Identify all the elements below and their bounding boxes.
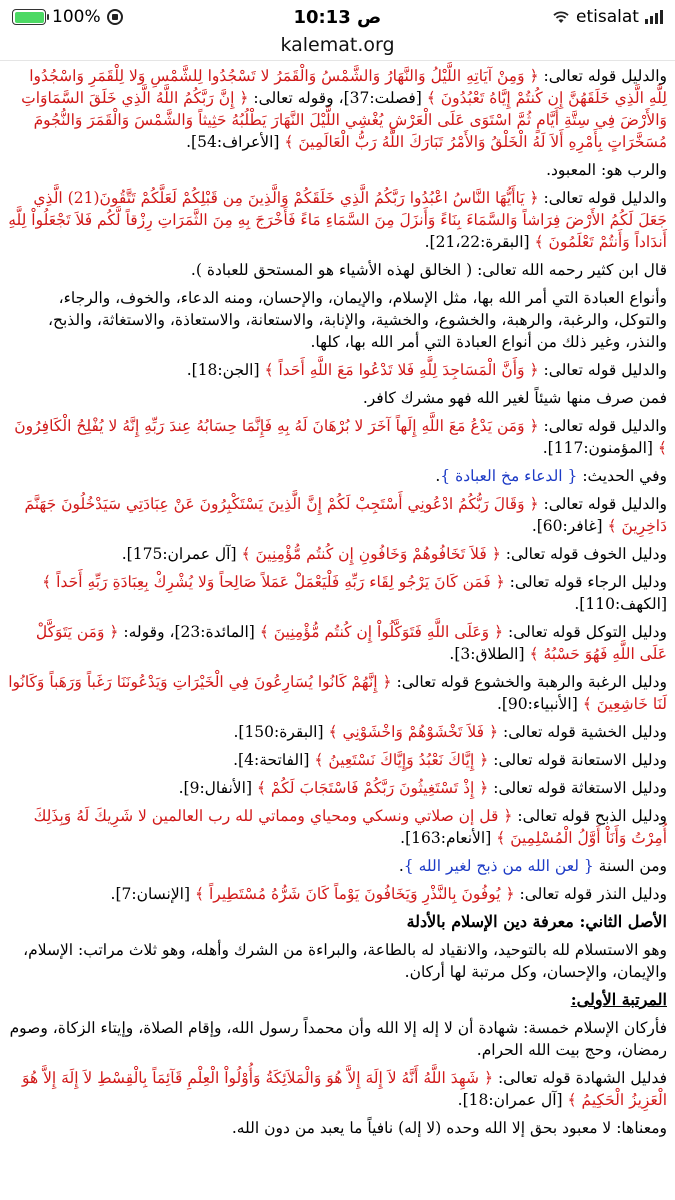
section-heading: الأصل الثاني: معرفة دين الإسلام بالأدلة xyxy=(406,912,667,931)
battery-icon xyxy=(12,9,46,25)
article-paragraph xyxy=(8,883,667,905)
article-paragraph xyxy=(8,805,667,849)
paragraph-text: . xyxy=(435,467,441,485)
paragraph-text: [فصلت:37]، وقوله تعالى: xyxy=(248,89,427,107)
paragraph-text: والدليل قوله تعالى: xyxy=(538,417,667,435)
paragraph-text: [الجن:18]. xyxy=(186,361,265,379)
paragraph-text: ودليل التوكل قوله تعالى: xyxy=(503,623,667,641)
paragraph-text: والدليل قوله تعالى: xyxy=(538,495,667,513)
paragraph-text: والدليل قوله تعالى: xyxy=(538,189,667,207)
paragraph-text: ودليل الخشية قوله تعالى: xyxy=(498,723,667,741)
paragraph-text: [الكهف:110]. xyxy=(574,595,667,613)
signal-strength-icon xyxy=(645,10,663,24)
paragraph-text: فأركان الإسلام خمسة: شهادة أن لا إله إلا الله وأن محمداً رسول الله، وإقام الصلاة، وإيتاء الزكاة، وصوم رمضان، وحج بيت الله الحرام. xyxy=(9,1019,667,1059)
article-paragraph xyxy=(8,939,667,983)
article-paragraph xyxy=(8,159,667,181)
article-paragraph xyxy=(8,671,667,715)
paragraph-text: [آل عمران:18]. xyxy=(457,1091,568,1109)
quran-verse: ﴿ وَمَن يَتَوَكَّلْ عَلَى اللَّهِ فَهُوَ حَسْبُهُ ﴾ xyxy=(35,623,667,663)
paragraph-text: قال ابن كثير رحمه الله تعالى: ( الخالق لهذه الأشياء هو المستحق للعبادة ). xyxy=(190,261,667,279)
paragraph-text: [الأنفال:9]. xyxy=(178,779,257,797)
article-paragraph xyxy=(8,1117,667,1139)
paragraph-text: وفي الحديث: xyxy=(577,467,667,485)
paragraph-text: ومعناها: لا معبود بحق إلا الله وحده (لا إله) نافياً ما يعبد من دون الله. xyxy=(231,1119,667,1137)
quran-verse: ﴿ قل إن صلاتي ونسكي ومحياي ومماتي لله رب العالمين لا شَرِيكَ لَهُ وَبِذَلِكَ أُمِرْتُ وَأَنَاْ أَوَّلُ الْمُسْلِمِينَ ﴾ xyxy=(33,807,667,847)
paragraph-text: ودليل الرغبة والرهبة والخشوع قوله تعالى: xyxy=(391,673,667,691)
paragraph-text: والرب هو: المعبود. xyxy=(546,161,667,179)
paragraph-text: [المؤمنون:117]. xyxy=(542,439,658,457)
rotation-lock-icon xyxy=(107,9,123,25)
quran-verse: ﴿ يَاأَيُّهَا النَّاسُ اعْبُدُوا رَبَّكُمُ الَّذِي خَلَقَكُمْ وَالَّذِينَ مِن قَبْلِكُمْ لَعَلَّكُمْ تَتَّقُونَ(21) الَّذِي جَعَلَ لَكُمُ الأَرْضَ فِرَاشاً وَالسَّمَاءَ بِنَاءً وَأَنزَلَ مِنَ السَّمَاءِ مَاءً فَأَخْرَجَ بِهِ مِنَ الثَّمَرَاتِ رِزْقاً لَّكُم فَلاَ تَجْعَلُواْ لِلَّهِ أَندَاداً وَأَنتُمْ تَعْلَمُونَ ﴾ xyxy=(8,189,667,251)
paragraph-text: [البقرة:150]. xyxy=(233,723,329,741)
paragraph-text: [الأعراف:54]. xyxy=(186,133,285,151)
paragraph-text: [المائدة:23]، وقوله: xyxy=(118,623,260,641)
paragraph-text: [غافر:60]. xyxy=(531,517,608,535)
quran-verse: ﴿ إِذْ تَسْتَغِيثُونَ رَبَّكُمْ فَاسْتَجَابَ لَكُمْ ﴾ xyxy=(256,779,489,797)
wifi-icon xyxy=(552,10,570,24)
article-paragraph xyxy=(8,387,667,409)
article-paragraph xyxy=(8,415,667,459)
paragraph-text: [الأنبياء:90]. xyxy=(496,695,583,713)
hadith-text: { لعن الله من ذبح لغير الله } xyxy=(403,857,594,875)
article-paragraph xyxy=(8,571,667,615)
quran-verse: ﴿ إِنَّ رَبَّكُمُ اللَّهُ الَّذِي خَلَقَ السَّمَاوَاتِ وَالأَرْضَ فِي سِتَّةِ أَيَّامٍ ثُمَّ اسْتَوَى عَلَى الْعَرْشِ يُغْشِي اللَّيْلَ النَّهَارَ يَطْلُبُهُ حَثِيثاً وَالشَّمْسَ وَالْقَمَرَ وَالنُّجُومَ مُسَخَّرَاتٍ بِأَمْرِهِ أَلاَ لَهُ الْخَلْقُ وَالأَمْرُ تَبَارَكَ اللَّهُ رَبُّ الْعَالَمِينَ ﴾ xyxy=(21,89,667,151)
quran-verse: ﴿ وَمَن يَدْعُ مَعَ اللَّهِ إِلَهاً آخَرَ لا بُرْهَانَ لَهُ بِهِ فَإِنَّمَا حِسَابُهُ عِندَ رَبِّهِ إِنَّهُ لا يُفْلِحُ الْكَافِرُونَ ﴾ xyxy=(14,417,667,457)
address-bar[interactable]: kalemat.org xyxy=(0,34,675,61)
article-paragraph xyxy=(8,465,667,487)
paragraph-text: وأنواع العبادة التي أمر الله بها، مثل الإسلام، والإيمان، والإحسان، ومنه الدعاء، والخوف، والرجاء، والتوكل، والرغبة، والرهبة، والخشوع، والخشية، والإنابة، والاستعانة، والاستعاذة، والاستغاثة، والذبح، والنذر، وغير ذلك من أنواع العبادة التي أمر الله بها، كلها. xyxy=(47,289,667,351)
status-right xyxy=(552,7,663,27)
article-paragraph xyxy=(8,543,667,565)
paragraph-text: ومن السنة xyxy=(593,857,667,875)
paragraph-text: [الإنسان:7]. xyxy=(110,885,195,903)
article-paragraph xyxy=(8,359,667,381)
paragraph-text: ودليل الذبح قوله تعالى: xyxy=(512,807,667,825)
article-paragraph xyxy=(8,287,667,353)
status-bar xyxy=(0,0,675,34)
quran-verse: ﴿ وَأَنَّ الْمَسَاجِدَ لِلَّهِ فَلا تَدْعُوا مَعَ اللَّهِ أَحَداً ﴾ xyxy=(264,361,539,379)
article-paragraph xyxy=(8,187,667,253)
paragraph-text: ودليل الرجاء قوله تعالى: xyxy=(504,573,667,591)
paragraph-text: ودليل الاستعانة قوله تعالى: xyxy=(488,751,667,769)
quran-verse: ﴿ إِيَّاكَ نَعْبُدُ وَإِيَّاكَ نَسْتَعِينُ ﴾ xyxy=(314,751,489,769)
paragraph-text: فدليل الشهادة قوله تعالى: xyxy=(493,1069,667,1087)
paragraph-text: [الطلاق:3]. xyxy=(449,645,530,663)
paragraph-text: فمن صرف منها شيئاً لغير الله فهو مشرك كافر. xyxy=(362,389,667,407)
paragraph-text: ودليل النذر قوله تعالى: xyxy=(514,885,667,903)
paragraph-text: والدليل قوله تعالى: xyxy=(538,67,667,85)
article-paragraph xyxy=(8,1017,667,1061)
quran-verse: ﴿ إِنَّهُمْ كَانُوا يُسَارِعُونَ فِي الْخَيْرَاتِ وَيَدْعُونَنَا رَغَباً وَرَهَباً وَكَانُوا لَنَا خَاشِعِينَ ﴾ xyxy=(8,673,667,713)
status-left xyxy=(12,7,123,27)
battery-percent: 100% xyxy=(52,7,101,27)
quran-verse: ﴿ فَلاَ تَخْشَوْهُمْ وَاخْشَوْنِي ﴾ xyxy=(328,723,499,741)
quran-verse: ﴿ وَعَلَى اللَّهِ فَتَوَكَّلُواْ إِن كُنتُم مُّؤْمِنِينَ ﴾ xyxy=(259,623,504,641)
paragraph-text: [الأنعام:163]. xyxy=(400,829,497,847)
paragraph-text: ودليل الخوف قوله تعالى: xyxy=(500,545,667,563)
paragraph-text: [آل عمران:175]. xyxy=(121,545,242,563)
section-heading: المرتبة الأولى: xyxy=(570,990,667,1009)
article-paragraph xyxy=(8,65,667,153)
article-paragraph xyxy=(8,621,667,665)
quran-verse: ﴿ فَلاَ تَخَافُوهُمْ وَخَافُونِ إِن كُنتُم مُّؤْمِنِينَ ﴾ xyxy=(241,545,501,563)
quran-verse: ﴿ وَمِنْ آيَاتِهِ اللَّيْلُ وَالنَّهَارُ وَالشَّمْسُ وَالْقَمَرُ لا تَسْجُدُوا لِلشَّمْسِ وَلا لِلْقَمَرِ وَاسْجُدُوا لِلَّهِ الَّذِي خَلَقَهُنَّ إِن كُنتُمْ إِيَّاهُ تَعْبُدُونَ ﴾ xyxy=(29,67,667,107)
hadith-text: { الدعاء مخ العبادة } xyxy=(440,467,578,485)
article-paragraph xyxy=(8,749,667,771)
paragraph-text: والدليل قوله تعالى: xyxy=(538,361,667,379)
paragraph-text: وهو الاستسلام لله بالتوحيد، والانقياد له بالطاعة، والبراءة من الشرك وأهله، وهو ثلاث مراتب: الإسلام، والإيمان، والإحسان، وكل مرتبة لها أركان. xyxy=(23,941,667,981)
paragraph-text: [البقرة:21،22]. xyxy=(424,233,535,251)
quran-verse: ﴿ شَهِدَ اللَّهُ أَنَّهُ لاَ إِلَهَ إِلاَّ هُوَ وَالْمَلاَئِكَةُ وَأُوْلُواْ الْعِلْمِ قَآئِمَاً بِالْقِسْطِ لاَ إِلَهَ إِلاَّ هُوَ الْعَزِيزُ الْحَكِيمُ ﴾ xyxy=(21,1069,667,1109)
article-paragraph xyxy=(8,855,667,877)
status-time: 10:13 ص xyxy=(293,6,382,28)
quran-verse: ﴿ فَمَن كَانَ يَرْجُو لِقَاء رَبِّهِ فَلْيَعْمَلْ عَمَلاً صَالِحاً وَلا يُشْرِكْ بِعِبَادَةِ رَبِّهِ أَحَداً ﴾ xyxy=(42,573,505,591)
article-paragraph xyxy=(8,721,667,743)
quran-verse: ﴿ وَقَالَ رَبُّكُمُ ادْعُونِي أَسْتَجِبْ لَكُمْ إِنَّ الَّذِينَ يَسْتَكْبِرُونَ عَنْ عِبَادَتِي سَيَدْخُلُونَ جَهَنَّمَ دَاخِرِينَ ﴾ xyxy=(24,495,667,535)
article-paragraph xyxy=(8,259,667,281)
article-paragraph xyxy=(8,493,667,537)
article-content xyxy=(0,61,675,1139)
paragraph-text: . xyxy=(398,857,404,875)
battery-level-fill xyxy=(15,12,44,23)
carrier-name: etisalat xyxy=(576,7,639,27)
paragraph-text: [الفاتحة:4]. xyxy=(233,751,315,769)
quran-verse: ﴿ يُوفُونَ بِالنَّذْرِ وَيَخَافُونَ يَوْماً كَانَ شَرُّهُ مُسْتَطِيراً ﴾ xyxy=(194,885,515,903)
article-paragraph xyxy=(8,1067,667,1111)
article-paragraph xyxy=(8,777,667,799)
paragraph-text: ودليل الاستغاثة قوله تعالى: xyxy=(488,779,667,797)
